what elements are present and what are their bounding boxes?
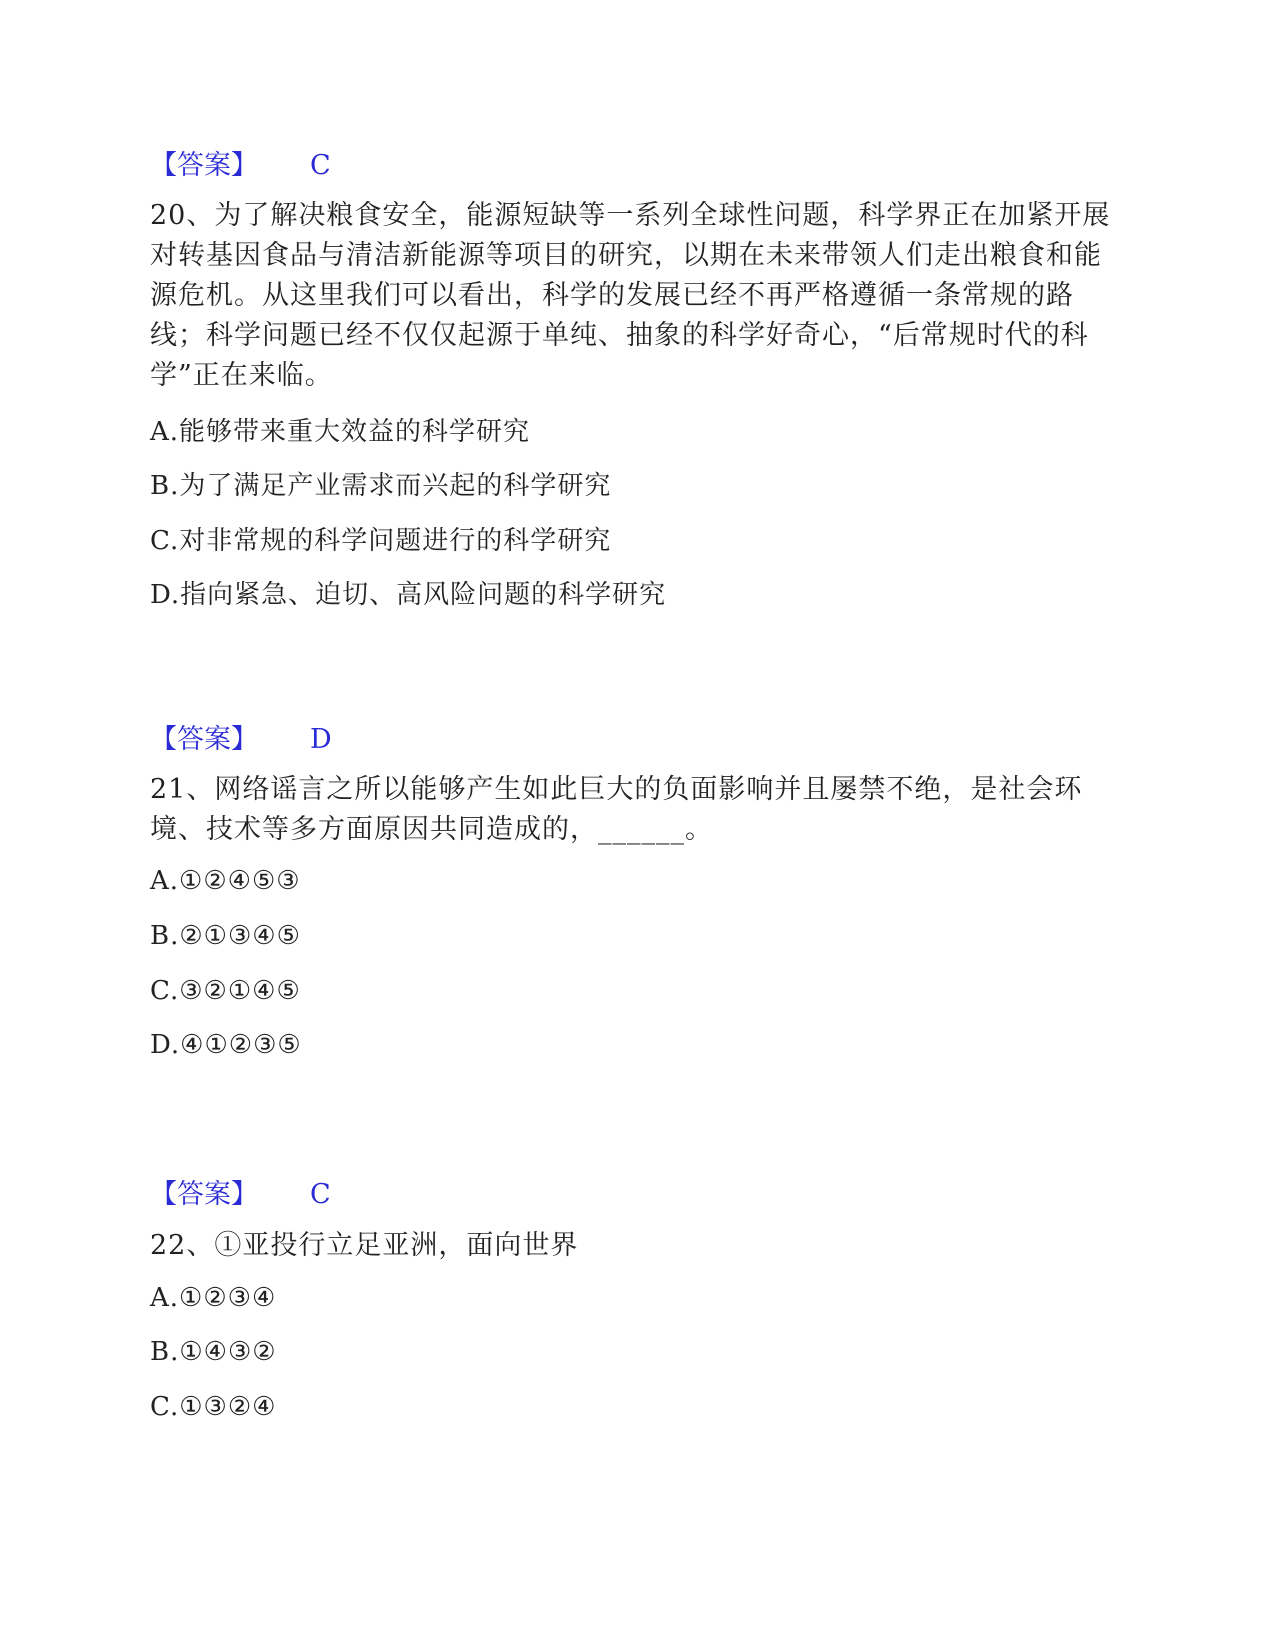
option-22-a: A.①②③④ <box>150 1283 277 1313</box>
answer-label: 【答案】 <box>150 1179 258 1210</box>
option-21-c: C.③②①④⑤ <box>150 976 301 1006</box>
answer-value: C <box>310 150 331 181</box>
option-20-a: A.能够带来重大效益的科学研究 <box>150 417 531 447</box>
option-20-b: B.为了满足产业需求而兴起的科学研究 <box>150 471 612 501</box>
option-21-d: D.④①②③⑤ <box>150 1030 302 1060</box>
question-22-text: 22、①亚投行立足亚洲，面向世界 <box>150 1230 579 1261</box>
option-20-c: C.对非常规的科学问题进行的科学研究 <box>150 526 612 556</box>
answer-21 <box>150 1172 331 1211</box>
option-21-a: A.①②④⑤③ <box>150 866 301 896</box>
option-22-b: B.①④③② <box>150 1337 277 1367</box>
option-22-c: C.①③②④ <box>150 1392 277 1422</box>
answer-value: D <box>310 724 332 755</box>
question-20-text: 20、为了解决粮食安全，能源短缺等一系列全球性问题，科学界正在加紧开展对转基因食品与清洁新能源等项目的研究，以期在未来带领人们走出粮食和能源危机。从这里我们可以看出，科学的发展已经不再严格遵循一条常规的路线；科学问题已经不仅仅起源于单纯、抽象的科学好奇心，“后常规时代的科学”正在来临。 <box>150 200 1111 391</box>
answer-19 <box>150 143 331 182</box>
answer-label: 【答案】 <box>150 150 258 181</box>
answer-label: 【答案】 <box>150 724 258 755</box>
answer-20 <box>150 717 332 756</box>
option-20-d: D.指向紧急、迫切、高风险问题的科学研究 <box>150 580 667 610</box>
answer-value: C <box>310 1179 331 1210</box>
question-21-text: 21、网络谣言之所以能够产生如此巨大的负面影响并且屡禁不绝，是社会环境、技术等多方面原因共同造成的，______。 <box>150 774 1083 845</box>
option-21-b: B.②①③④⑤ <box>150 921 301 951</box>
